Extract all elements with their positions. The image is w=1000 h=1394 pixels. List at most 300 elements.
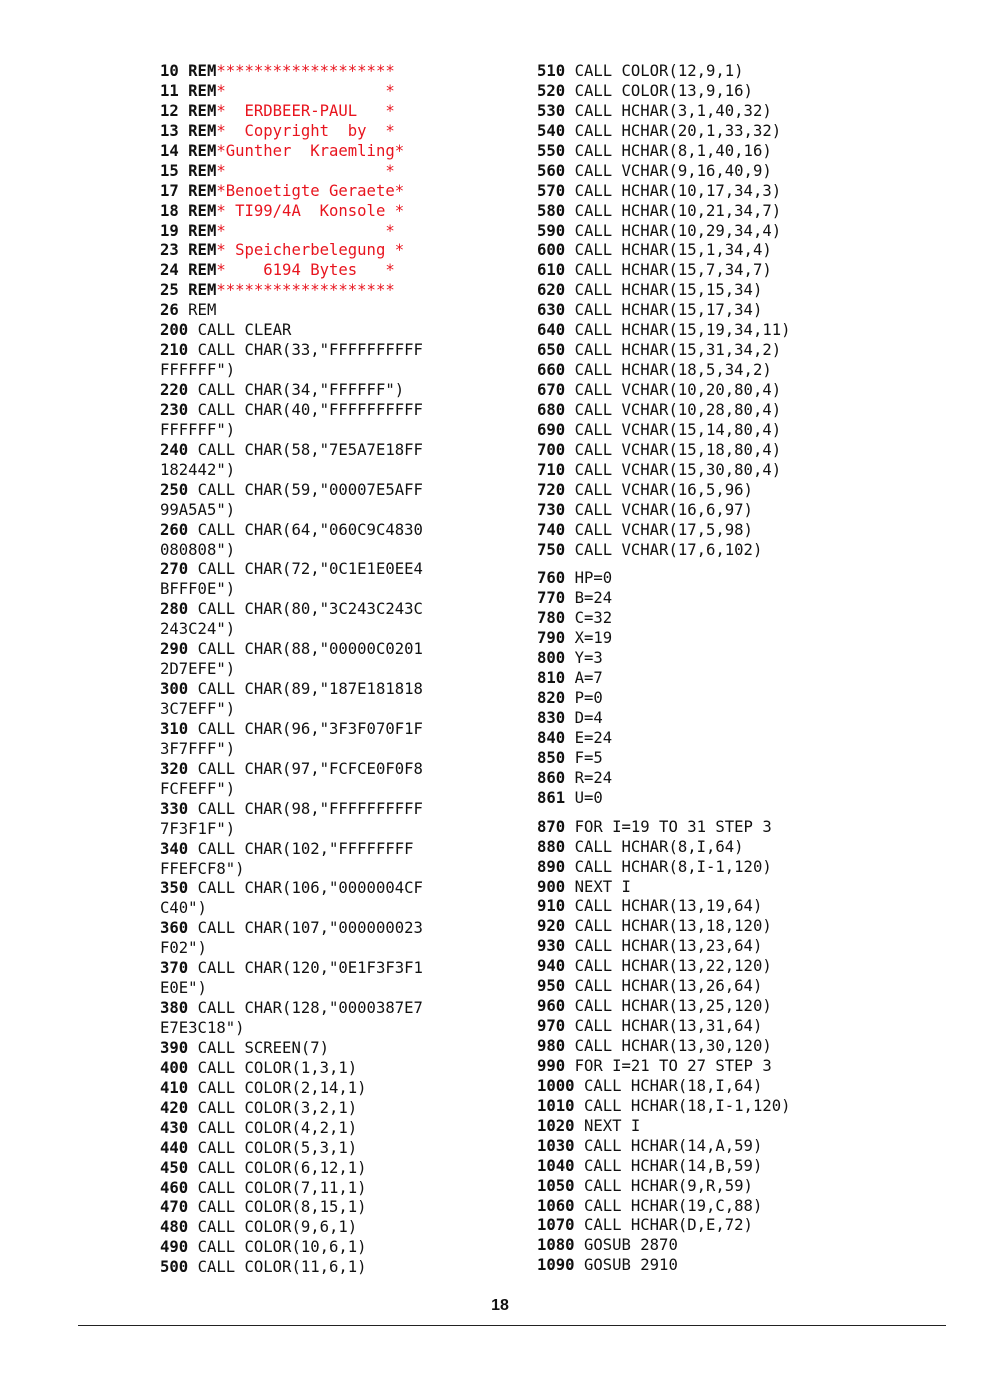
- line-number: 12: [160, 101, 179, 120]
- code-line: [537, 1057, 977, 1077]
- rem-banner-text: * *: [216, 161, 395, 180]
- code-line: [160, 1039, 520, 1059]
- rem-keyword: REM: [188, 281, 217, 300]
- line-code: FFFFFF"): [160, 361, 236, 380]
- rem-line: [160, 122, 520, 142]
- line-number: 940: [537, 957, 566, 976]
- line-code: CALL COLOR(11,6,1): [197, 1258, 367, 1277]
- code-line: [537, 977, 977, 997]
- line-code: CALL HCHAR(13,26,64): [574, 977, 763, 996]
- line-number: 990: [537, 1056, 566, 1075]
- code-line: [537, 1177, 977, 1197]
- code-line: [160, 800, 520, 820]
- line-code: CALL VCHAR(15,14,80,4): [574, 420, 782, 439]
- code-line: [160, 1059, 520, 1079]
- line-code: GOSUB 2910: [583, 1256, 678, 1275]
- line-code: CALL HCHAR(15,19,34,11): [574, 321, 791, 340]
- line-number: 19: [160, 221, 179, 240]
- code-line: [537, 62, 977, 82]
- code-line: [160, 640, 520, 660]
- code-line: [537, 202, 977, 222]
- line-code: CALL CHAR(96,"3F3F070F1F: [197, 719, 423, 738]
- line-number: 630: [537, 301, 566, 320]
- code-line: [160, 840, 520, 860]
- line-code: CALL COLOR(13,9,16): [574, 81, 753, 100]
- code-line: [160, 1079, 520, 1099]
- code-line: [537, 729, 977, 749]
- line-number: 350: [160, 879, 189, 898]
- code-line: [537, 589, 977, 609]
- line-code: FFFFFF"): [160, 420, 236, 439]
- code-line: [160, 879, 520, 899]
- line-code: CALL HCHAR(15,15,34): [574, 281, 763, 300]
- line-code: CALL VCHAR(17,5,98): [574, 520, 753, 539]
- code-line: [537, 421, 977, 441]
- line-code: CALL HCHAR(14,B,59): [583, 1156, 763, 1175]
- code-line: [160, 481, 520, 501]
- line-code: B=24: [574, 589, 613, 608]
- code-line: [160, 1258, 520, 1278]
- code-line: [537, 1236, 977, 1256]
- line-code: CALL CHAR(107,"000000023: [197, 919, 423, 938]
- line-number: 1080: [537, 1236, 575, 1255]
- line-number: 850: [537, 748, 566, 767]
- line-number: 11: [160, 81, 179, 100]
- code-line: [160, 541, 520, 561]
- line-code: CALL VCHAR(9,16,40,9): [574, 161, 772, 180]
- code-line: [537, 749, 977, 769]
- code-line: [160, 1218, 520, 1238]
- code-line: [160, 780, 520, 800]
- line-number: 1000: [537, 1076, 575, 1095]
- line-code: CALL VCHAR(10,28,80,4): [574, 400, 782, 419]
- line-code: CALL HCHAR(3,1,40,32): [574, 101, 772, 120]
- code-line: [160, 361, 520, 381]
- rem-banner-text: *******************: [216, 62, 395, 80]
- rem-keyword: REM: [188, 81, 217, 100]
- line-number: 440: [160, 1138, 189, 1157]
- line-code: 2D7EFE"): [160, 660, 236, 679]
- code-line: [537, 937, 977, 957]
- line-code: CALL VCHAR(17,6,102): [574, 540, 763, 559]
- line-code: CALL VCHAR(16,5,96): [574, 480, 753, 499]
- line-number: 420: [160, 1098, 189, 1117]
- code-line: [160, 620, 520, 640]
- code-line: [537, 1117, 977, 1137]
- code-line: [537, 609, 977, 629]
- code-line: [160, 720, 520, 740]
- code-line: [537, 82, 977, 102]
- line-number: 250: [160, 480, 189, 499]
- line-number: 430: [160, 1118, 189, 1137]
- rem-keyword: REM: [188, 181, 217, 200]
- line-code: 3F7FFF"): [160, 739, 236, 758]
- line-number: 980: [537, 1037, 566, 1055]
- code-line: [537, 1157, 977, 1177]
- code-line: [537, 689, 977, 709]
- line-number: 490: [160, 1238, 189, 1257]
- line-code: CALL VCHAR(15,18,80,4): [574, 440, 782, 459]
- line-number: 300: [160, 680, 189, 699]
- rem-banner-text: * Speicherbelegung *: [216, 241, 405, 260]
- line-code: CALL COLOR(10,6,1): [197, 1238, 367, 1257]
- line-number: 530: [537, 101, 566, 120]
- line-code: 243C24"): [160, 620, 236, 639]
- line-code: CALL CHAR(72,"0C1E1E0EE4: [197, 560, 423, 579]
- code-line: [537, 649, 977, 669]
- line-code: 182442"): [160, 460, 236, 479]
- line-code: CALL HCHAR(15,1,34,4): [574, 241, 772, 260]
- code-line: [537, 481, 977, 501]
- line-code: CALL COLOR(8,15,1): [197, 1198, 367, 1217]
- line-number: 10: [160, 62, 179, 80]
- line-number: 610: [537, 261, 566, 280]
- code-line: [160, 580, 520, 600]
- line-number: 730: [537, 500, 566, 519]
- line-number: 290: [160, 640, 189, 659]
- line-code: CALL HCHAR(10,17,34,3): [574, 181, 782, 200]
- line-code: CALL COLOR(4,2,1): [197, 1118, 358, 1137]
- code-line: [537, 1216, 977, 1236]
- code-line: [537, 361, 977, 381]
- code-line: [160, 341, 520, 361]
- code-line: [160, 1139, 520, 1159]
- line-code: CALL HCHAR(18,I,64): [583, 1076, 763, 1095]
- line-number: 560: [537, 161, 566, 180]
- line-number: 820: [537, 689, 566, 708]
- code-line: [160, 461, 520, 481]
- line-number: 880: [537, 837, 566, 856]
- line-code: CALL HCHAR(D,E,72): [583, 1216, 753, 1235]
- rem-keyword: REM: [188, 101, 217, 120]
- line-code: E7E3C18"): [160, 1019, 245, 1037]
- line-code: CALL HCHAR(15,31,34,2): [574, 341, 782, 360]
- rem-banner-text: * 6194 Bytes *: [216, 261, 395, 280]
- code-line: [537, 461, 977, 481]
- rem-line: [160, 82, 520, 102]
- line-code: C=32: [574, 609, 613, 628]
- line-number: 960: [537, 997, 566, 1016]
- line-code: CALL VCHAR(15,30,80,4): [574, 460, 782, 479]
- code-line: [160, 1119, 520, 1139]
- code-line: [537, 1037, 977, 1057]
- code-line: [537, 381, 977, 401]
- rem-banner-text: * Copyright by *: [216, 121, 395, 140]
- line-code: CALL HCHAR(13,19,64): [574, 897, 763, 916]
- line-code: CALL COLOR(5,3,1): [197, 1138, 358, 1157]
- rem-keyword: REM: [188, 241, 217, 260]
- line-code: CALL HCHAR(9,R,59): [583, 1176, 753, 1195]
- line-number: 680: [537, 400, 566, 419]
- line-code: X=19: [574, 629, 613, 648]
- code-line: [160, 1179, 520, 1199]
- line-number: 790: [537, 629, 566, 648]
- code-line: [537, 501, 977, 521]
- line-code: CALL HCHAR(10,29,34,4): [574, 221, 782, 240]
- line-number: 1040: [537, 1156, 575, 1175]
- code-line: [537, 261, 977, 281]
- line-number: 320: [160, 759, 189, 778]
- code-line: [160, 700, 520, 720]
- line-number: 25: [160, 281, 179, 300]
- line-code: E0E"): [160, 979, 207, 998]
- code-line: [537, 521, 977, 541]
- rem-banner-text: * *: [216, 221, 395, 240]
- line-code: HP=0: [574, 569, 613, 588]
- line-code: CALL CHAR(106,"0000004CF: [197, 879, 423, 898]
- line-number: 750: [537, 540, 566, 559]
- line-number: 270: [160, 560, 189, 579]
- line-number: 200: [160, 321, 189, 340]
- code-line: [160, 740, 520, 760]
- line-number: 860: [537, 768, 566, 787]
- line-code: CALL HCHAR(13,25,120): [574, 997, 772, 1016]
- rem-line: [160, 182, 520, 202]
- code-line: [160, 959, 520, 979]
- code-line: [537, 182, 977, 202]
- footer-rule: [78, 1325, 946, 1326]
- line-number: 760: [537, 569, 566, 588]
- line-code: CALL VCHAR(16,6,97): [574, 500, 753, 519]
- line-code: CALL CHAR(64,"060C9C4830: [197, 520, 423, 539]
- code-line: [537, 838, 977, 858]
- line-code: CALL HCHAR(19,C,88): [583, 1196, 763, 1215]
- line-number: 330: [160, 799, 189, 818]
- line-code: F=5: [574, 748, 603, 767]
- line-code: CALL CHAR(34,"FFFFFF"): [197, 381, 405, 399]
- rem-keyword: REM: [188, 62, 217, 80]
- code-line: [160, 560, 520, 580]
- line-number: 1070: [537, 1216, 575, 1235]
- code-line: [537, 281, 977, 301]
- line-number: 220: [160, 381, 189, 399]
- code-line: [160, 999, 520, 1019]
- code-line: [537, 1077, 977, 1097]
- line-code: E=24: [574, 728, 613, 747]
- page-number: 18: [491, 1297, 509, 1314]
- line-code: 3C7EFF"): [160, 700, 236, 718]
- line-code: U=0: [574, 788, 603, 807]
- code-line: [160, 301, 520, 321]
- code-line: [160, 899, 520, 919]
- line-number: 780: [537, 609, 566, 628]
- line-number: 17: [160, 181, 179, 200]
- line-code: CALL HCHAR(15,7,34,7): [574, 261, 772, 280]
- rem-banner-text: *******************: [216, 281, 395, 300]
- code-line: [537, 997, 977, 1017]
- code-line: [160, 860, 520, 880]
- line-code: CALL HCHAR(13,23,64): [574, 937, 763, 956]
- code-line: [160, 939, 520, 959]
- rem-keyword: REM: [188, 141, 217, 160]
- line-number: 18: [160, 201, 179, 220]
- rem-keyword: REM: [188, 161, 217, 180]
- rem-line: [160, 202, 520, 222]
- rem-banner-text: * ERDBEER-PAUL *: [216, 101, 395, 120]
- code-line: [537, 789, 977, 809]
- line-code: 99A5A5"): [160, 500, 236, 519]
- line-code: CALL HCHAR(10,21,34,7): [574, 201, 782, 220]
- line-code: CALL COLOR(12,9,1): [574, 62, 744, 80]
- line-code: CALL CHAR(120,"0E1F3F3F1: [197, 959, 423, 978]
- line-code: D=4: [574, 709, 603, 727]
- rem-banner-text: *Gunther Kraemling*: [216, 141, 405, 160]
- line-code: CALL CHAR(33,"FFFFFFFFFF: [197, 341, 423, 360]
- code-line: [537, 1197, 977, 1217]
- rem-line: [160, 222, 520, 242]
- line-number: 410: [160, 1078, 189, 1097]
- line-number: 640: [537, 321, 566, 340]
- line-code: F02"): [160, 939, 207, 958]
- line-number: 660: [537, 361, 566, 380]
- line-number: 690: [537, 420, 566, 439]
- line-number: 890: [537, 857, 566, 876]
- line-number: 600: [537, 241, 566, 260]
- line-code: CALL HCHAR(18,5,34,2): [574, 361, 772, 380]
- line-number: 14: [160, 141, 179, 160]
- code-line: [537, 897, 977, 917]
- rem-keyword: REM: [188, 261, 217, 280]
- line-number: 770: [537, 589, 566, 608]
- line-number: 210: [160, 341, 189, 360]
- line-number: 550: [537, 141, 566, 160]
- line-code: CALL CHAR(59,"00007E5AFF: [197, 480, 423, 499]
- line-number: 24: [160, 261, 179, 280]
- line-number: 570: [537, 181, 566, 200]
- rem-line: [160, 281, 520, 301]
- line-code: CALL CHAR(58,"7E5A7E18FF: [197, 440, 423, 459]
- line-number: 260: [160, 520, 189, 539]
- code-line: [537, 441, 977, 461]
- line-number: 950: [537, 977, 566, 996]
- rem-banner: [160, 62, 520, 301]
- code-line: [537, 241, 977, 261]
- line-number: 370: [160, 959, 189, 978]
- code-line: [160, 381, 520, 401]
- line-number: 380: [160, 999, 189, 1018]
- code-line: [537, 401, 977, 421]
- code-line: [160, 979, 520, 999]
- line-code: CALL COLOR(6,12,1): [197, 1158, 367, 1177]
- rem-keyword: REM: [188, 201, 217, 220]
- code-line: [160, 501, 520, 521]
- line-code: CALL VCHAR(10,20,80,4): [574, 381, 782, 399]
- code-line: [160, 680, 520, 700]
- line-number: 310: [160, 719, 189, 738]
- line-code: FCFEFF"): [160, 779, 236, 798]
- code-line: [537, 957, 977, 977]
- line-code: NEXT I: [574, 877, 631, 896]
- line-code: CALL HCHAR(14,A,59): [583, 1136, 763, 1155]
- code-line: [160, 820, 520, 840]
- line-code: CALL CHAR(98,"FFFFFFFFFF: [197, 799, 423, 818]
- line-number: 830: [537, 709, 566, 727]
- line-code: P=0: [574, 689, 603, 708]
- line-code: CALL HCHAR(8,I,64): [574, 837, 744, 856]
- code-line: [160, 441, 520, 461]
- line-code: CALL CLEAR: [197, 321, 292, 340]
- line-number: 450: [160, 1158, 189, 1177]
- code-line: [537, 917, 977, 937]
- code-line: [160, 521, 520, 541]
- code-line: [537, 669, 977, 689]
- rem-keyword: REM: [188, 121, 217, 140]
- rem-banner-text: * *: [216, 81, 395, 100]
- line-code: FOR I=21 TO 27 STEP 3: [574, 1056, 772, 1075]
- code-line: [160, 919, 520, 939]
- line-number: 400: [160, 1058, 189, 1077]
- line-number: 15: [160, 161, 179, 180]
- code-line: [537, 162, 977, 182]
- line-number: 1020: [537, 1116, 575, 1135]
- line-number: 920: [537, 917, 566, 936]
- line-code: CALL CHAR(40,"FFFFFFFFFF: [197, 400, 423, 419]
- line-number: 360: [160, 919, 189, 938]
- rem-line: [160, 261, 520, 281]
- code-line: [537, 878, 977, 898]
- line-code: GOSUB 2870: [583, 1236, 678, 1255]
- block-gap: [537, 809, 977, 818]
- code-line: [537, 769, 977, 789]
- line-code: FOR I=19 TO 31 STEP 3: [574, 817, 772, 836]
- rem-banner-text: * TI99/4A Konsole *: [216, 201, 405, 220]
- code-line: [537, 222, 977, 242]
- line-code: CALL HCHAR(8,1,40,16): [574, 141, 772, 160]
- line-number: 590: [537, 221, 566, 240]
- line-code: CALL CHAR(80,"3C243C243C: [197, 600, 423, 619]
- line-code: BFFF0E"): [160, 580, 236, 599]
- line-number: 930: [537, 937, 566, 956]
- code-line: [537, 569, 977, 589]
- line-number: 340: [160, 839, 189, 858]
- rem-line: [160, 62, 520, 82]
- line-number: 390: [160, 1038, 189, 1057]
- code-line: [160, 660, 520, 680]
- code-line: [537, 1256, 977, 1276]
- line-code: A=7: [574, 669, 603, 688]
- line-code: CALL CHAR(102,"FFFFFFFF: [197, 839, 414, 858]
- code-line: [160, 1099, 520, 1119]
- code-line: [160, 1019, 520, 1039]
- code-line: [537, 1097, 977, 1117]
- left-listing-column: [160, 62, 520, 1278]
- line-number: 900: [537, 877, 566, 896]
- code-line: [537, 629, 977, 649]
- line-code: CALL SCREEN(7): [197, 1038, 329, 1057]
- line-number: 710: [537, 460, 566, 479]
- code-line: [537, 122, 977, 142]
- code-line: [537, 818, 977, 838]
- code-line: [537, 1017, 977, 1037]
- line-code: CALL COLOR(1,3,1): [197, 1058, 358, 1077]
- line-code: FFEFCF8"): [160, 859, 245, 878]
- code-line: [537, 1137, 977, 1157]
- line-code: CALL HCHAR(15,17,34): [574, 301, 763, 320]
- code-line: [537, 102, 977, 122]
- code-line: [160, 1238, 520, 1258]
- line-number: 620: [537, 281, 566, 300]
- line-number: 460: [160, 1178, 189, 1197]
- line-code: C40"): [160, 899, 207, 918]
- line-code: 080808"): [160, 540, 236, 559]
- rem-line: [160, 142, 520, 162]
- line-code: CALL HCHAR(20,1,33,32): [574, 121, 782, 140]
- line-number: 1050: [537, 1176, 575, 1195]
- line-code: CALL HCHAR(18,I-1,120): [583, 1096, 791, 1115]
- line-code: CALL HCHAR(8,I-1,120): [574, 857, 772, 876]
- rem-line: [160, 162, 520, 182]
- code-line: [160, 760, 520, 780]
